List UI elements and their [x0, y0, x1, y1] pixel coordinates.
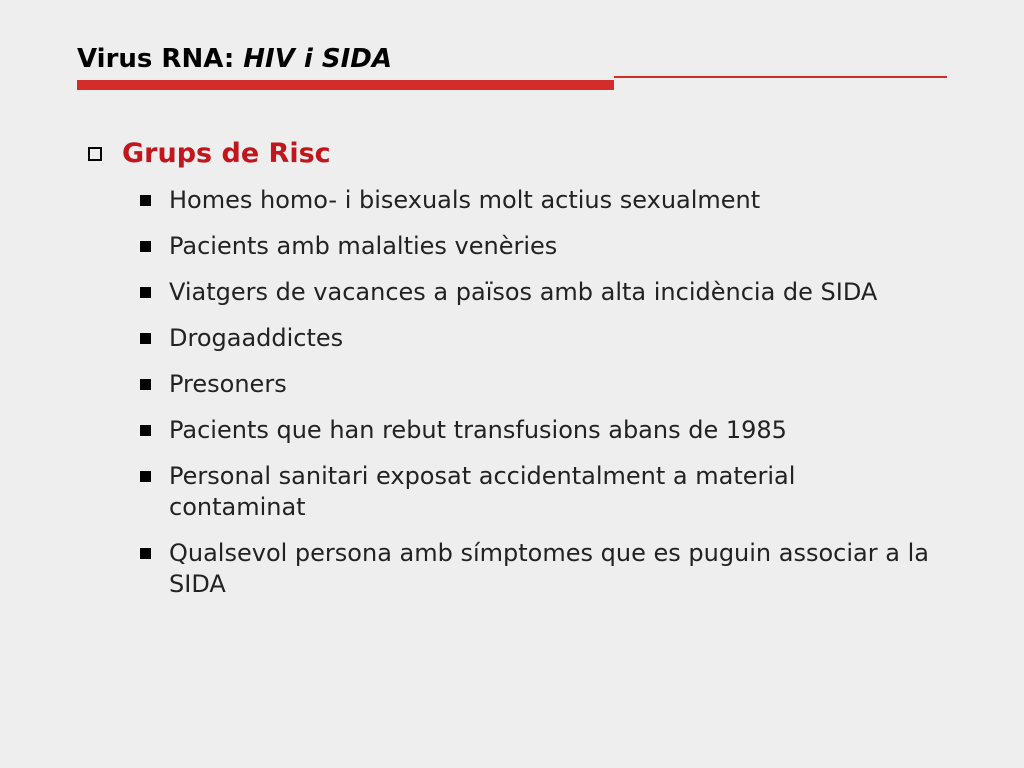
list-item-text: Pacients que han rebut transfusions abans de 1985	[169, 416, 787, 444]
list-item-text: Homes homo- i bisexuals molt actius sexualment	[169, 186, 761, 214]
filled-square-bullet-icon	[140, 471, 151, 482]
filled-square-bullet-icon	[140, 333, 151, 344]
risk-group-list	[140, 185, 960, 615]
list-item	[140, 415, 960, 446]
list-item-text: Pacients amb malalties venèries	[169, 232, 558, 260]
filled-square-bullet-icon	[140, 287, 151, 298]
filled-square-bullet-icon	[140, 241, 151, 252]
filled-square-bullet-icon	[140, 379, 151, 390]
slide-title	[77, 44, 392, 74]
section-heading: Grups de Risc	[122, 138, 331, 169]
filled-square-bullet-icon	[140, 425, 151, 436]
title-underline-thick	[77, 80, 614, 90]
list-item	[140, 369, 960, 400]
list-item-text: Qualsevol persona amb símptomes que es puguin associar a la SIDA	[169, 539, 929, 598]
slide-title-italic: HIV i SIDA	[243, 44, 392, 74]
list-item	[140, 538, 960, 600]
list-item-text: Personal sanitari exposat accidentalment a material contaminat	[169, 462, 796, 521]
section-heading-row	[88, 138, 331, 169]
filled-square-bullet-icon	[140, 195, 151, 206]
list-item	[140, 231, 960, 262]
list-item-text: Presoners	[169, 370, 287, 398]
list-item	[140, 185, 960, 216]
list-item-text: Drogaaddictes	[169, 324, 344, 352]
filled-square-bullet-icon	[140, 548, 151, 559]
hollow-square-bullet-icon	[88, 147, 102, 161]
title-underline-thin	[614, 76, 947, 78]
list-item	[140, 277, 960, 308]
list-item	[140, 461, 960, 523]
list-item	[140, 323, 960, 354]
slide-title-plain: Virus RNA:	[77, 44, 244, 74]
list-item-text: Viatgers de vacances a països amb alta incidència de SIDA	[169, 278, 878, 306]
